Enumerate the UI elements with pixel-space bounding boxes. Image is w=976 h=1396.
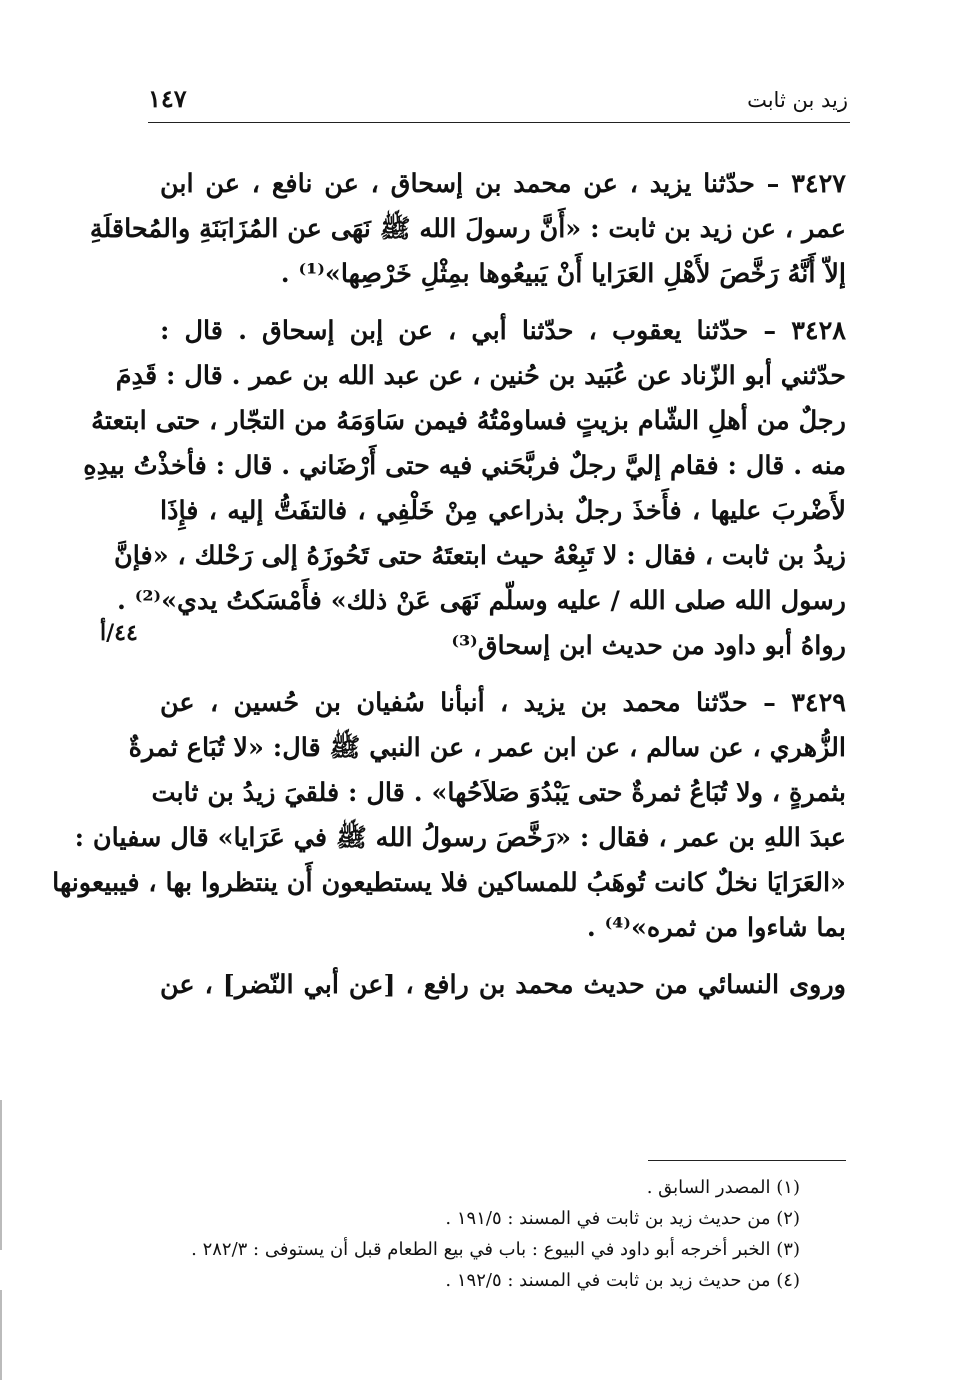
text-line: لأَضْربَ عليها ، فأَخذَ رجلٌ بذراعي مِنْ خَلْفِي ، فالتفَتُّ إليه ، فإِذَا	[160, 496, 846, 526]
text-line: وروى النسائي من حديث محمد بن رافع ، [عن أبي النّضر] ، عن	[160, 970, 846, 1000]
text-line: ٣٤٢٩ – حدّثنا محمد بن يزيد ، أنبأنا سُفيان بن حُسين ، عن	[160, 688, 846, 718]
text-line: عمر ، عن زيد بن ثابت : «أَنَّ رسولَ الله ﷺ نَهَى عن المُزَابَنَةِ والمُحاقلَةِ	[89, 214, 846, 244]
text-line: الزُّهري ، عن سالم ، عن ابن عمر ، عن النبي ﷺ قال: «لا تُبَاع ثمرةٌ	[128, 733, 846, 763]
margin-folio-note: ٤٤/أ	[100, 620, 138, 646]
text-line: عبدَ اللهِ بن عمر ، فقال : «رَخَّصَ رسولُ الله ﷺ في عَرَايا» قال سفيان :	[74, 823, 846, 853]
footnote: (٢) من حديث زيد بن ثابت في المسند : ١٩١/٥ .	[445, 1208, 800, 1229]
text-line: بثمرةٍ ، ولا تُبَاعُ ثمرةٌ حتى يَبْدُوَ صَلاَحُها» . قال : فلقيَ زيدُ بن ثابت	[151, 778, 846, 808]
paragraph-gap	[160, 669, 846, 681]
text-line: زيدُ بن ثابت ، فقال : لا تَبِعْهُ حيث ابتعتَهُ حتى تَحُوزَهُ إلى رَحْلك ، «فإنَّ	[114, 541, 846, 571]
page-header	[148, 84, 848, 118]
footnote: (١) المصدر السابق .	[646, 1177, 800, 1198]
text-line: رسول الله صلى الله / عليه وسلّم نَهَى عَنْ ذلك» فأَمْسَكتُ يدي»⁽²⁾ .	[116, 586, 846, 616]
text-line: إلاّ أَنَّهُ رَخَّصَ لأَهْلِ العَرَايا أَنْ يَبيعُوها بمِثْلِ خَرْصِها»⁽¹⁾ .	[280, 259, 846, 289]
text-line: حدّثني أبو الزّناد عن عُبَيد بن حُنين ، عن عبد الله بن عمر . قال : قَدِمَ	[115, 361, 846, 391]
footnote: (٣) الخبر أخرجه أبو داود في البيوع : باب في بيع الطعام قبل أن يستوفى : ٢٨٢/٣ .	[191, 1239, 800, 1260]
running-title: زيد بن ثابت	[747, 88, 848, 112]
scan-edge-mark	[0, 1100, 2, 1250]
text-line: بما شاءوا من ثمره»⁽⁴⁾ .	[586, 913, 846, 943]
footnote-rule	[648, 1160, 846, 1161]
header-rule	[148, 122, 850, 123]
footnote: (٤) من حديث زيد بن ثابت في المسند : ١٩٢/٥ .	[445, 1270, 800, 1291]
text-line: ٣٤٢٨ – حدّثنا يعقوب ، حدّثنا أبي ، عن إبن إسحاق . قال :	[160, 316, 846, 346]
text-line: ٣٤٢٧ – حدّثنا يزيد ، عن محمد بن إسحاق ، عن نافع ، عن ابن	[160, 169, 846, 199]
text-line: رجلٌ من أهلِ الشّام بزيتٍ فساومْتُهُ فيمن سَاوَمَهُ من التجّار ، حتى ابتعتهُ	[91, 406, 846, 436]
text-line: منه . قال : فقام إليَّ رجلٌ فربَّحَني فيه حتى أَرْضَاني . قال : فأخذْتُ بيدِهِ	[83, 451, 846, 481]
scan-edge-mark	[0, 1290, 2, 1380]
page-number: ١٤٧	[148, 84, 187, 113]
footnotes	[160, 1172, 800, 1296]
paragraph-gap	[160, 951, 846, 963]
text-line: رواهُ أبو داود من حديث ابن إسحاق⁽³⁾	[451, 631, 846, 661]
paragraph-gap	[160, 297, 846, 309]
text-line: «العَرَايَا نخلٌ كانت تُوهَبُ للمساكين فلا يستطيعون أَن ينتظروا بها ، فيبيعونها	[52, 868, 846, 898]
